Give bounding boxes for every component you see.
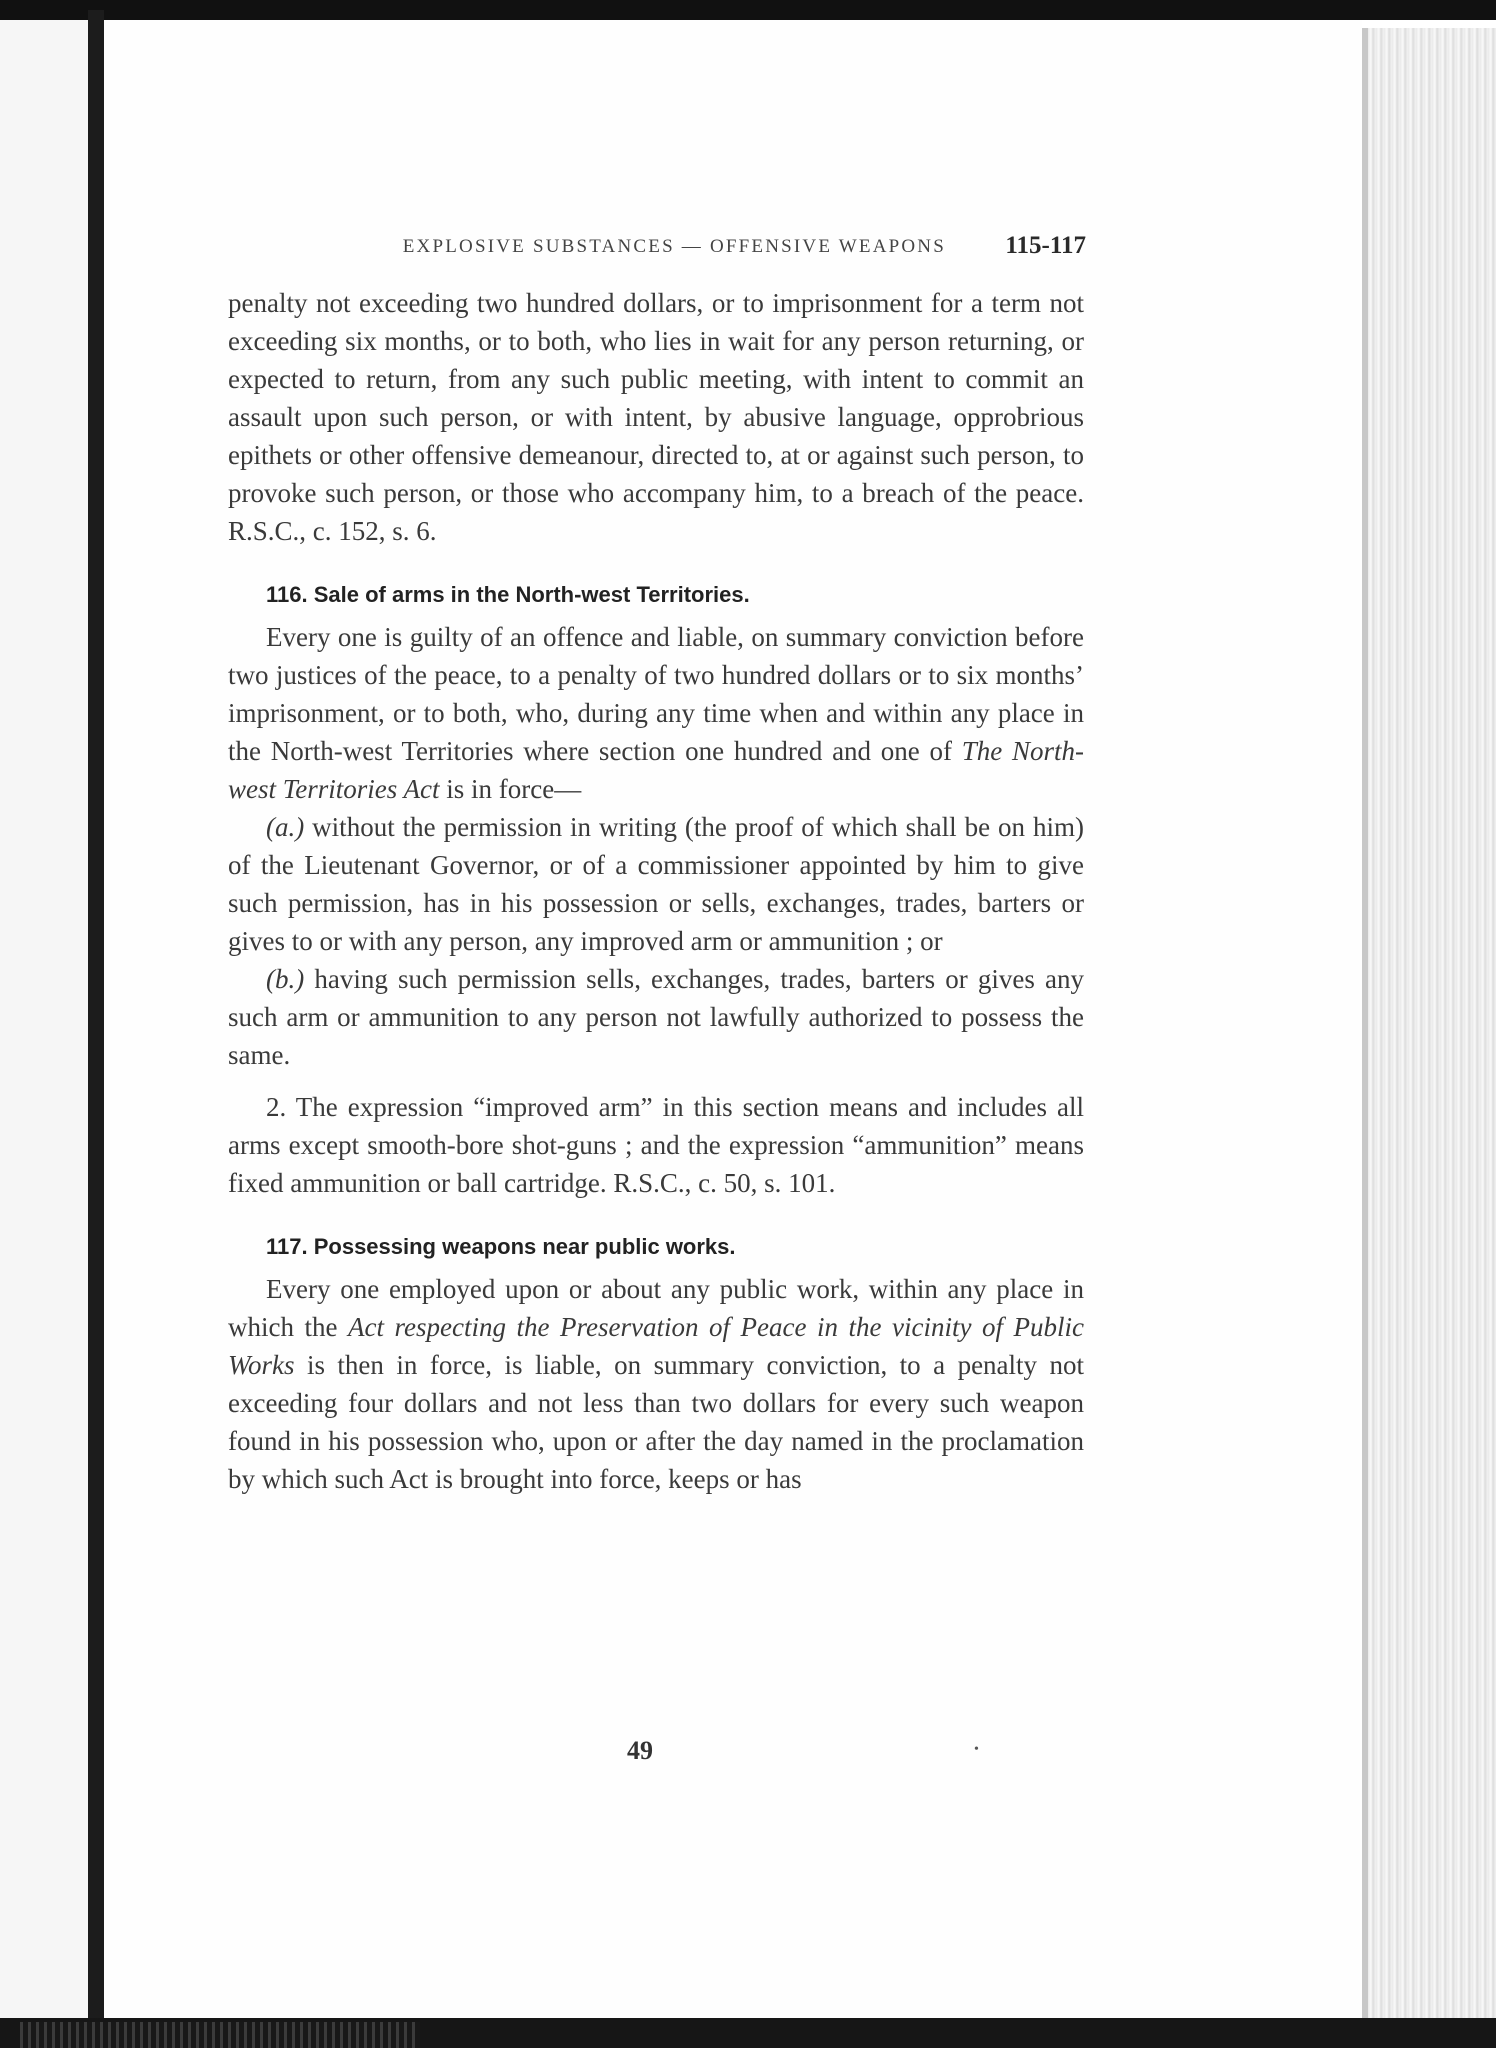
clause-b-label: (b.) (266, 964, 305, 994)
page-body (228, 284, 1084, 1498)
clause-b-text: having such permission sells, exchanges, trades, barters or gives any such arm or ammunition to any person not lawfully authorized to possess the same. (228, 964, 1084, 1070)
clause-a-text: without the permission in writing (the proof of which shall be on him) of the Lieutenant Governor, or of a commissioner appointed by him to give such permission, has in his possession or sells, exchanges, trades, barters or gives to or with any person, any improved arm or ammunition ; or (228, 812, 1084, 956)
section-range: 115-117 (1005, 232, 1086, 259)
binding-gutter (88, 10, 104, 2020)
act-title-public-works: Act respecting the Preservation of Peace in the vicinity of Public Works (228, 1312, 1084, 1380)
act-title-northwest: The North-west Territories Act (228, 736, 1084, 804)
section-116-clause-b (228, 960, 1084, 1074)
section-117-text-a: Every one employed upon or about any public work, within any place in which the (228, 1274, 1084, 1342)
section-117-heading: 117. Possessing weapons near public works. (266, 1234, 736, 1259)
facing-page-edge (0, 20, 94, 2020)
page-number: 49 (627, 1736, 653, 1765)
section-117-paragraph (228, 1270, 1084, 1498)
section-116-heading: 116. Sale of arms in the North-west Territories. (266, 582, 750, 607)
scan-speck: • (974, 1742, 979, 1757)
scan-top-border (0, 0, 1496, 20)
section-116-paragraph (228, 618, 1084, 808)
section-116-text-b: is in force— (439, 774, 582, 804)
section-116-text-a: Every one is guilty of an offence and liable, on summary conviction before two justices of the peace, to a penalty of two hundred dollars or to six months’ imprisonment, or to both, who, during any time when and within any place in the North-west Territories where section one hundred and one of (228, 622, 1084, 766)
section-117-text-b: is then in force, is liable, on summary conviction, to a penalty not exceeding four dollars and not less than two dollars for every such weapon found in his possession who, upon or after the day named in the proclamation by which such Act is brought into force, keeps or has (228, 1350, 1084, 1494)
running-head (230, 232, 1086, 268)
section-116-subsection-2: 2. The expression “improved arm” in this section means and includes all arms except smooth-bore shot-guns ; and the expression “ammunition” means fixed ammunition or ball cartridge. R.S.C., c. 50, s. 101. (228, 1092, 1084, 1198)
scan-ruler-marks (20, 2022, 420, 2048)
running-title: EXPLOSIVE SUBSTANCES — OFFENSIVE WEAPONS (402, 236, 946, 257)
page-stack-edge (1368, 28, 1496, 2018)
clause-a-label: (a.) (266, 812, 305, 842)
section-116-clause-a (228, 808, 1084, 960)
continued-paragraph: penalty not exceeding two hundred dollars, or to imprisonment for a term not exceeding six months, or to both, who lies in wait for any person returning, or expected to return, from any such public meeting, with intent to commit an assault upon such person, or with intent, by abusive language, opprobrious epithets or other offensive demeanour, directed to, at or against such person, to provoke such person, or those who accompany him, to a breach of the peace. R.S.C., c. 152, s. 6. (228, 288, 1084, 546)
